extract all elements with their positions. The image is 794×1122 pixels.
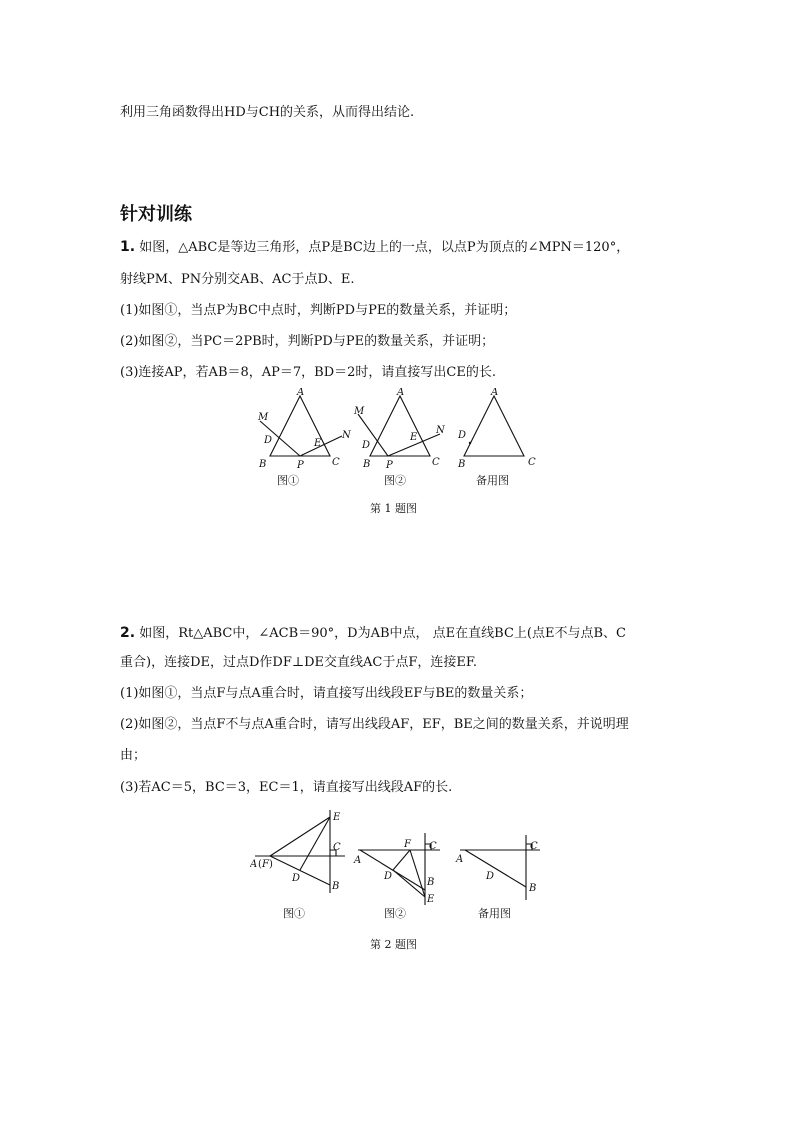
- q1-figure-3: [457, 388, 536, 470]
- svg-text:F: F: [404, 839, 411, 850]
- svg-text:B: B: [259, 459, 267, 470]
- svg-text:B: B: [458, 459, 466, 470]
- svg-text:C: C: [432, 457, 440, 468]
- q2-figure-3: [455, 835, 540, 900]
- svg-text:D: D: [458, 430, 467, 441]
- svg-text:D: D: [486, 871, 495, 882]
- section-title: 针对训练: [120, 204, 192, 225]
- q2-text-1: 如图，Rt△ABC中，∠ACB＝90°，D为AB中点， 点E在直线BC上(点E不与点B、C: [139, 626, 626, 641]
- q1-figure-2: [353, 388, 446, 471]
- svg-text:N: N: [436, 425, 445, 436]
- svg-text:E: E: [333, 812, 341, 823]
- q2-figure-caption: 第 2 题图: [370, 938, 417, 951]
- q1-line-3: (1)如图①，当点P为BC中点时，判断PD与PE的数量关系，并证明；: [120, 303, 517, 318]
- svg-text:B: B: [363, 459, 371, 470]
- svg-text:D: D: [384, 871, 393, 882]
- svg-text:D: D: [362, 440, 371, 451]
- intro-text: 利用三角函数得出HD与CH的关系，从而得出结论.: [120, 105, 415, 120]
- svg-text:): ): [269, 859, 273, 870]
- q1-line-1: [120, 237, 629, 258]
- svg-text:C: C: [429, 841, 437, 852]
- q2-fig2-caption: 图②: [384, 907, 406, 920]
- svg-text:B: B: [529, 883, 537, 894]
- q2-line-6: (3)若AC＝5，BC＝3，EC＝1，请直接写出线段AF的长.: [120, 780, 453, 795]
- q1-line-5: (3)连接AP，若AB＝8，AP＝7，BD＝2时，请直接写出CE的长.: [120, 365, 496, 380]
- svg-text:C: C: [332, 457, 340, 468]
- q2-figure-2: [353, 833, 440, 905]
- svg-text:D: D: [264, 435, 273, 446]
- svg-text:E: E: [427, 894, 435, 905]
- q2-line-5: 由；: [120, 748, 147, 763]
- svg-text:A: A: [456, 854, 464, 865]
- q1-line-2: 射线PM、PN分别交AB、AC于点D、E.: [120, 272, 355, 287]
- q1-fig2-caption: 图②: [384, 474, 406, 487]
- svg-text:C: C: [530, 841, 538, 852]
- q1-fig1-caption: 图①: [277, 474, 299, 487]
- svg-text:C: C: [333, 842, 341, 853]
- q2-line-1: [120, 623, 626, 644]
- svg-text:A: A: [297, 388, 305, 398]
- svg-text:A: A: [354, 855, 362, 866]
- q2-line-4: (2)如图②，当点F不与点A重合时，请写出线段AF，EF，BE之间的数量关系，并说明理: [120, 717, 629, 732]
- q2-figure-1: [250, 810, 345, 893]
- svg-text:A: A: [491, 388, 499, 398]
- q1-fig3-caption: 备用图: [476, 474, 509, 487]
- q2-line-3: (1)如图①，当点F与点A重合时，请直接写出线段EF与BE的数量关系；: [120, 686, 533, 701]
- svg-text:C: C: [528, 457, 536, 468]
- svg-text:M: M: [258, 412, 269, 423]
- svg-text:D: D: [292, 873, 301, 884]
- q1-text-1: 如图，△ABC是等边三角形，点P是BC边上的一点，以点P为顶点的∠MPN＝120°，: [139, 240, 630, 255]
- svg-text:N: N: [342, 430, 351, 441]
- q2-figures: [250, 805, 550, 905]
- q2-number: 2.: [120, 625, 136, 641]
- svg-text:(: (: [258, 859, 262, 870]
- svg-text:A: A: [397, 388, 405, 398]
- svg-text:P: P: [297, 460, 304, 471]
- q1-number: 1.: [120, 239, 136, 255]
- svg-text:A: A: [250, 859, 258, 870]
- q1-figure-1: [257, 388, 352, 471]
- svg-text:E: E: [314, 438, 322, 449]
- q2-fig3-caption: 备用图: [478, 907, 511, 920]
- svg-text:M: M: [354, 406, 365, 417]
- svg-text:P: P: [386, 460, 393, 471]
- svg-text:E: E: [410, 432, 418, 443]
- q2-line-2: 重合)，连接DE，过点D作DF⊥DE交直线AC于点F，连接EF.: [120, 655, 477, 670]
- svg-text:B: B: [332, 881, 340, 892]
- q1-line-4: (2)如图②，当PC＝2PB时，判断PD与PE的数量关系，并证明；: [120, 334, 495, 349]
- svg-text:F: F: [262, 859, 269, 870]
- q1-figure-caption: 第 1 题图: [370, 502, 417, 515]
- q2-fig1-caption: 图①: [283, 907, 305, 920]
- svg-text:B: B: [427, 877, 435, 888]
